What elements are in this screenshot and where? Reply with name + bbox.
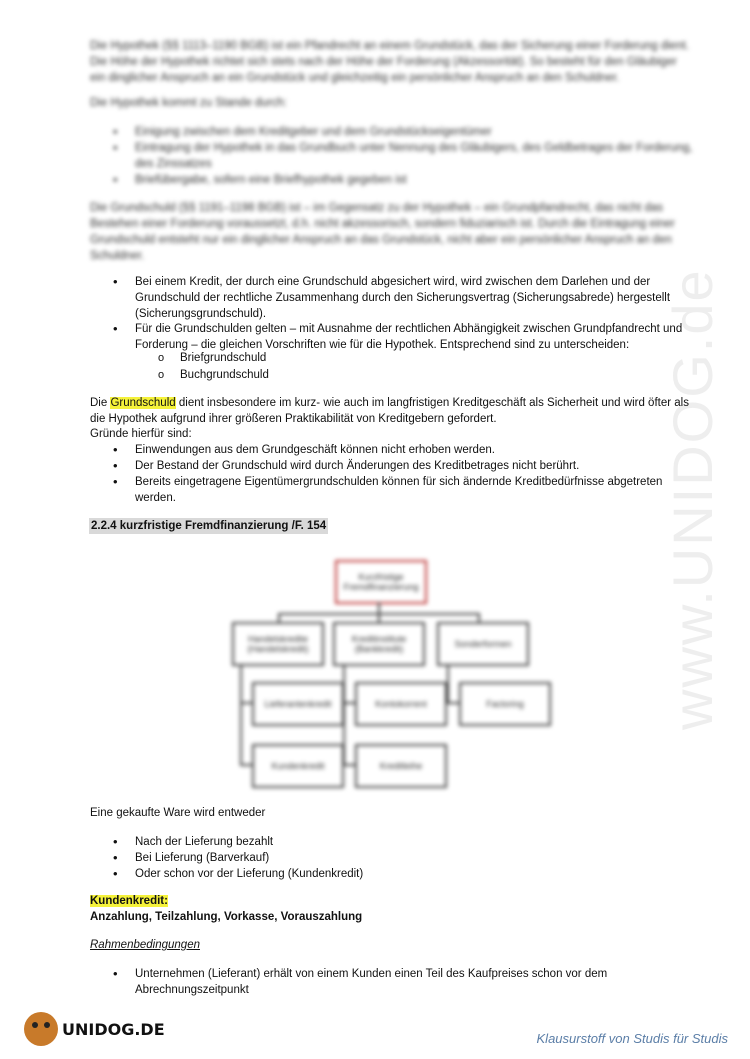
- kundenkredit-label-line: [90, 893, 690, 909]
- sub-list-item: o Buchgrundschuld: [180, 367, 269, 383]
- blurred-bullet: • Briefübergabe, sofern eine Briefhypothek gegeben ist: [135, 172, 695, 188]
- reasons-intro: Gründe hierfür sind:: [90, 428, 192, 440]
- footer-tagline: Klausurstoff von Studis für Studis: [536, 1031, 728, 1046]
- connector-line: [447, 702, 459, 704]
- diagram-box-level1: Kreditinstitute (Bankkredit): [333, 622, 425, 666]
- diagram-box-level2: Kreditleihe: [355, 744, 447, 788]
- logo-text: UNIDOG.DE: [62, 1019, 165, 1039]
- watermark: www.UNIDOG.de: [661, 268, 724, 730]
- connector-line: [240, 702, 252, 704]
- paragraph-grundschuld: [90, 395, 690, 427]
- diagram-box-level2: Kontokorrent: [355, 682, 447, 726]
- blurred-bullet: • Einigung zwischen dem Kreditgeber und dem Grundstückseigentümer: [135, 124, 695, 140]
- blurred-paragraph-hypothek: Die Hypothek (§§ 1113–1190 BGB) ist ein Pfandrecht an einem Grundstück, das der Sicherung einer Forderung dient. Die Höhe der Hypothek richtet sich stets nach der Höhe der Forderung (Akzessorität). So besteht für den Gläubiger ein dinglicher Anspruch an ein Grundstück und gleichzeitig ein persönlicher Anspruch an den Schuldner.: [90, 40, 689, 84]
- text-prefix: Die: [90, 397, 111, 409]
- connector-line: [447, 664, 449, 704]
- sub-list-item: o Briefgrundschuld: [180, 350, 266, 366]
- list-item: • Bei Lieferung (Barverkauf): [135, 850, 695, 866]
- blurred-paragraph-zustande: Die Hypothek kommt zu Stande durch:: [90, 97, 287, 109]
- diagram-root-box: Kurzfristige Fremdfinanzierung: [335, 560, 427, 604]
- list-item: • Der Bestand der Grundschuld wird durch Änderungen des Kreditbetrages nicht berührt.: [135, 458, 695, 474]
- paragraph-ware: Eine gekaufte Ware wird entweder: [90, 807, 266, 819]
- connector-line: [343, 702, 355, 704]
- kundenkredit-terms: Anzahlung, Teilzahlung, Vorkasse, Vorauszahlung: [90, 911, 363, 923]
- kundenkredit-label: Kundenkredit:: [90, 895, 168, 907]
- dog-mascot-icon: [24, 1012, 58, 1046]
- highlight-grundschuld: Grundschuld: [110, 397, 176, 409]
- connector-line: [240, 664, 242, 766]
- list-item: • Bereits eingetragene Eigentümergrundschulden können für sich ändernde Kreditbedürfnisse abgetreten werden.: [135, 474, 695, 506]
- blurred-bullet: • Eintragung der Hypothek in das Grundbuch unter Nennung des Gläubigers, des Geldbetrages der Forderung, des Zinssatzes: [135, 140, 695, 172]
- diagram-box-level2: Kundenkredit: [252, 744, 344, 788]
- list-item: • Oder schon vor der Lieferung (Kundenkredit): [135, 866, 695, 882]
- text-rest: dient insbesondere im kurz- wie auch im langfristigen Kreditgeschäft als Sicherheit und wird öfter als die Hypothek aufgrund ihrer größeren Praktikabilität von Kreditgebern gefordert.: [90, 397, 689, 425]
- blurred-paragraph-grundschuld: Die Grundschuld (§§ 1191–1198 BGB) ist – im Gegensatz zu der Hypothek – ein Grundpfandrecht, das nicht das Bestehen einer Forderung voraussetzt, d.h. nicht akzessorisch, sondern fiduziarisch ist. Durch die Eintragung einer Grundschuld entsteht nur ein dinglicher Anspruch an das Grundstück, nicht aber ein persönlicher Anspruch an den Schuldner.: [90, 202, 675, 262]
- diagram-box-level1: Sonderformen: [437, 622, 529, 666]
- connector-line: [240, 764, 252, 766]
- list-item: • Einwendungen aus dem Grundgeschäft können nicht erhoben werden.: [135, 442, 695, 458]
- list-item: • Für die Grundschulden gelten – mit Ausnahme der rechtlichen Abhängigkeit zwischen Grundpfandrecht und Forderung – die gleichen Vorschriften wie für die Hypothek. Entsprechend sind zu unterscheiden:: [135, 321, 695, 353]
- section-heading: 2.2.4 kurzfristige Fremdfinanzierung /F. 154: [91, 520, 327, 532]
- diagram-box-level2: Lieferantenkredit: [252, 682, 344, 726]
- list-item: • Unternehmen (Lieferant) erhält von einem Kunden einen Teil des Kaufpreises schon vor dem Abrechnungszeitpunkt: [135, 966, 695, 998]
- connector-line: [343, 764, 355, 766]
- diagram-box-level2: Factoring: [459, 682, 551, 726]
- diagram-box-level1: Handelskredite (Handelskredit): [232, 622, 324, 666]
- footer-logo: [24, 1012, 165, 1046]
- list-item: • Nach der Lieferung bezahlt: [135, 834, 695, 850]
- list-item: • Bei einem Kredit, der durch eine Grundschuld abgesichert wird, wird zwischen dem Darlehen und der Grundschuld der rechtliche Zusammenhang durch den Sicherungsvertrag (Sicherungsabrede) hergestellt (Sicherungsgrundschuld).: [135, 274, 695, 322]
- rahmen-heading: Rahmenbedingungen: [90, 939, 200, 951]
